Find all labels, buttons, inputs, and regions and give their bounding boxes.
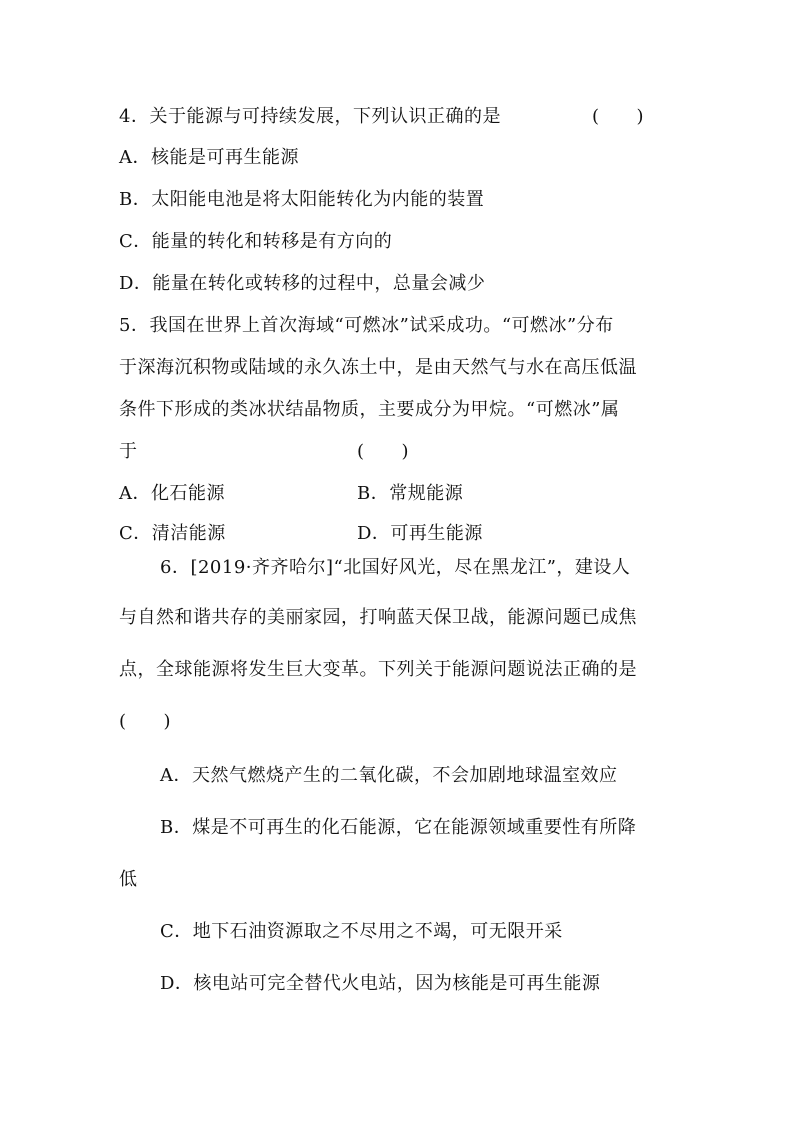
q6-stem-line-3: 点，全球能源将发生巨大变革。下列关于能源问题说法正确的是 <box>119 659 637 680</box>
q6-option-a: A．天然气燃烧产生的二氧化碳，不会加剧地球温室效应 <box>160 765 618 786</box>
q6-option-b: B．煤是不可再生的化石能源，它在能源领域重要性有所降 <box>160 817 637 838</box>
q6-option-c: C．地下石油资源取之不尽用之不竭，可无限开采 <box>160 921 563 942</box>
q5-option-b: B．常规能源 <box>357 483 464 504</box>
q5-answer-bracket: ( ) <box>357 441 410 462</box>
q4-stem: 4．关于能源与可持续发展，下列认识正确的是 <box>119 106 501 127</box>
q5-option-d: D．可再生能源 <box>357 523 483 544</box>
q4-option-b: B．太阳能电池是将太阳能转化为内能的装置 <box>119 189 485 210</box>
q6-stem-line-1: 6．[2019·齐齐哈尔]“北国好风光，尽在黑龙江”，建设人 <box>160 557 631 578</box>
q5-stem-line-1: 5．我国在世界上首次海域“可燃冰”试采成功。“可燃冰”分布 <box>119 315 614 336</box>
q5-option-c: C．清洁能源 <box>119 523 226 544</box>
q6-answer-bracket: ( ) <box>119 711 172 732</box>
q6-stem-line-2: 与自然和谐共存的美丽家园，打响蓝天保卫战，能源问题已成焦 <box>119 607 637 628</box>
q5-stem-line-2: 于深海沉积物或陆域的永久冻土中，是由天然气与水在高压低温 <box>119 357 637 378</box>
q4-option-c: C．能量的转化和转移是有方向的 <box>119 231 393 252</box>
q6-option-d: D．核电站可完全替代火电站，因为核能是可再生能源 <box>160 973 601 994</box>
q5-stem-line-3: 条件下形成的类冰状结晶物质，主要成分为甲烷。“可燃冰”属 <box>119 399 620 420</box>
q4-answer-bracket: ( ) <box>592 106 645 127</box>
q6-option-b-continued: 低 <box>119 869 138 890</box>
q5-option-a: A．化石能源 <box>119 483 225 504</box>
q4-option-a: A．核能是可再生能源 <box>119 147 299 168</box>
q5-stem-line-4: 于 <box>119 441 138 462</box>
q4-option-d: D．能量在转化或转移的过程中，总量会减少 <box>119 273 486 294</box>
